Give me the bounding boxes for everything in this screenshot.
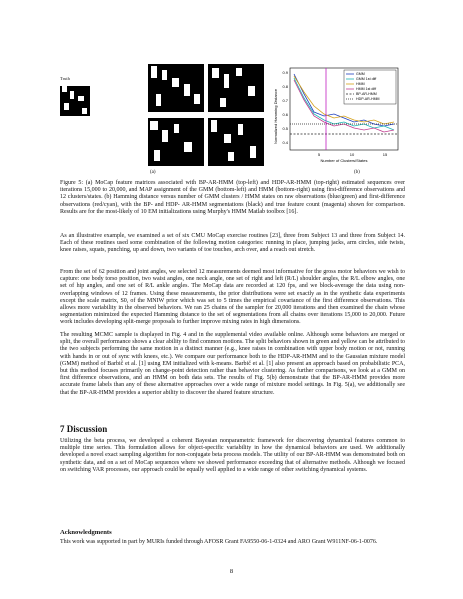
xtick: 15 bbox=[382, 152, 388, 157]
paragraph: From the set of 62 position and joint angles, we selected 12 measurements deemed most informative for the gross motor behaviors we wish to capture: one body torso position, two waist angles, one neck angle, one set of right and left (R/L) shoulder angles, the R/L elbow angles, one set of hip angles, and one set of R/L ankle angles. The MoCap data are recorded at 120 fps, and we block-average the data using non-overlapping windows of 12 frames. Using these measurements, the prior distributions were set exactly as in the synthetic data experiments except the scale matrix, S0, of the MNIW prior which was set to 5 times the empirical covariance of the first difference observations. This allows more variability in the observed behaviors. We ran 25 chains of the sampler for 20,000 iterations and then examined the chain whose segmentation minimized the expected Hamming distance to the set of segmentations from all chains over iterations 15,000 to 20,000. Future work includes developing split-merge proposals to further improve mixing rates in high dimensions. bbox=[60, 269, 405, 326]
bp-ar-hmm-matrix bbox=[148, 64, 204, 112]
hmm-matrix bbox=[208, 118, 264, 166]
page-number: 8 bbox=[229, 568, 234, 575]
legend-item: HDP-AR-HMM bbox=[356, 97, 380, 101]
legend-item: BP-AR-HMM bbox=[356, 92, 377, 96]
plot-ylabel: Normalized Hamming Distance bbox=[273, 88, 278, 144]
figure-5 bbox=[60, 64, 405, 176]
ytick: 0.8 bbox=[282, 84, 288, 89]
paragraph: As an illustrative example, we examined a set of six CMU MoCap exercise routines [23], three from Subject 13 and three from Subject 14. Each of these routines used some combination of the following motion categories: running in place, jumping jacks, arm circles, side twists, knee raises, squats, punching, up and down, two variants of toe touches, arch over, and a reach out stretch. bbox=[60, 233, 405, 254]
figure-caption: Figure 5: (a) MoCap feature matrices associated with BP-AR-HMM (top-left) and HDP-AR-HMM (top-right) estimated sequences over iterations 15,000 to 20,000, and MAP assignment of the GMM (bottom-left) and HMM (bottom-right) using first-difference observations and 12 clusters/states. (b) Hamming distance versus number of GMM clusters / HMM states on raw observations (blue/green) and first-difference observations (red/cyan), with the BP- and HDP- AR-HMM segmentations (black) and true feature count (magenta) shown for comparison. Results are for the most-likely of 10 EM initializations using Murphy's HMM Matlab toolbox [16]. bbox=[60, 180, 405, 215]
plot-xlabel: Number of Clusters/States bbox=[320, 158, 368, 163]
hamming-distance-plot bbox=[274, 64, 404, 168]
ytick: 0.9 bbox=[282, 70, 288, 75]
paragraph: The resulting MCMC sample is displayed in Fig. 4 and in the supplemental video available online. Although some behaviors are merged or split, the overall performance shows a clear ability to find common motions. The split behaviors shown in green and yellow can be attributed to the two subjects performing the same motion in a distinct manner (e.g., knee raises in combination with upper body motion or not, running with hands in or out of sync with knees, etc.). We compare our performance both to the HDP-AR-HMM and to the Gaussian mixture model (GMM) method of Barbič et al. [1] using EM initialized with k-means. Barbič et al. [1] also present an approach based on probabilistic PCA, but this method focuses primarily on change-point detection rather than behavior clustering. As further comparisons, we look at a GMM on first difference observations, and an HMM on both data sets. The results of Fig. 5(b) demonstrate that the BP-AR-HMM provides more accurate frame labels than any of these alternative approaches over a wide range of mixture model settings. In Fig. 5(a), we additionally see that the BP-AR-HMM provides a superior ability to discover the shared feature structure. bbox=[60, 332, 405, 396]
legend-item: GMM bbox=[356, 72, 365, 76]
legend-item: HMM 1st diff bbox=[356, 87, 377, 91]
acknowledgments-heading: Acknowledgments bbox=[60, 529, 112, 536]
truth-label: Truth bbox=[60, 76, 70, 81]
legend-item: HMM bbox=[356, 82, 365, 86]
subfigure-b-label: (b) bbox=[354, 170, 360, 175]
acknowledgments-text: This work was supported in part by MURIs funded through AFOSR Grant FA9550-06-1-0324 and ARO Grant W911NF-06-1-0076. bbox=[60, 539, 378, 545]
discussion-paragraph: Utilizing the beta process, we developed a coherent Bayesian nonparametric framework for discovering dynamical features common to multiple time series. This formulation allows for object-specific variability in how the dynamical behaviors are used. We additionally developed a novel exact sampling algorithm for non-conjugate beta process models. The utility of our BP-AR-HMM was demonstrated both on synthetic data, and on a set of MoCap sequences where we showed performance exceeding that of alternative methods. Although we focused on switching VAR processes, our approach could be equally well applied to a wide range of other switching dynamical systems. bbox=[60, 438, 405, 473]
xtick: 5 bbox=[317, 152, 321, 157]
ytick: 0.4 bbox=[282, 140, 288, 145]
ytick: 0.6 bbox=[282, 112, 288, 117]
subfigure-a-label: (a) bbox=[150, 170, 156, 175]
legend-item: GMM 1st diff bbox=[356, 77, 377, 81]
section-heading: 7 Discussion bbox=[60, 424, 108, 434]
ytick: 0.5 bbox=[282, 126, 288, 131]
gmm-matrix bbox=[148, 118, 204, 166]
hdp-ar-hmm-matrix bbox=[208, 64, 264, 112]
ytick: 0.7 bbox=[282, 98, 288, 103]
xtick: 10 bbox=[349, 152, 355, 157]
truth-matrix bbox=[60, 86, 90, 116]
